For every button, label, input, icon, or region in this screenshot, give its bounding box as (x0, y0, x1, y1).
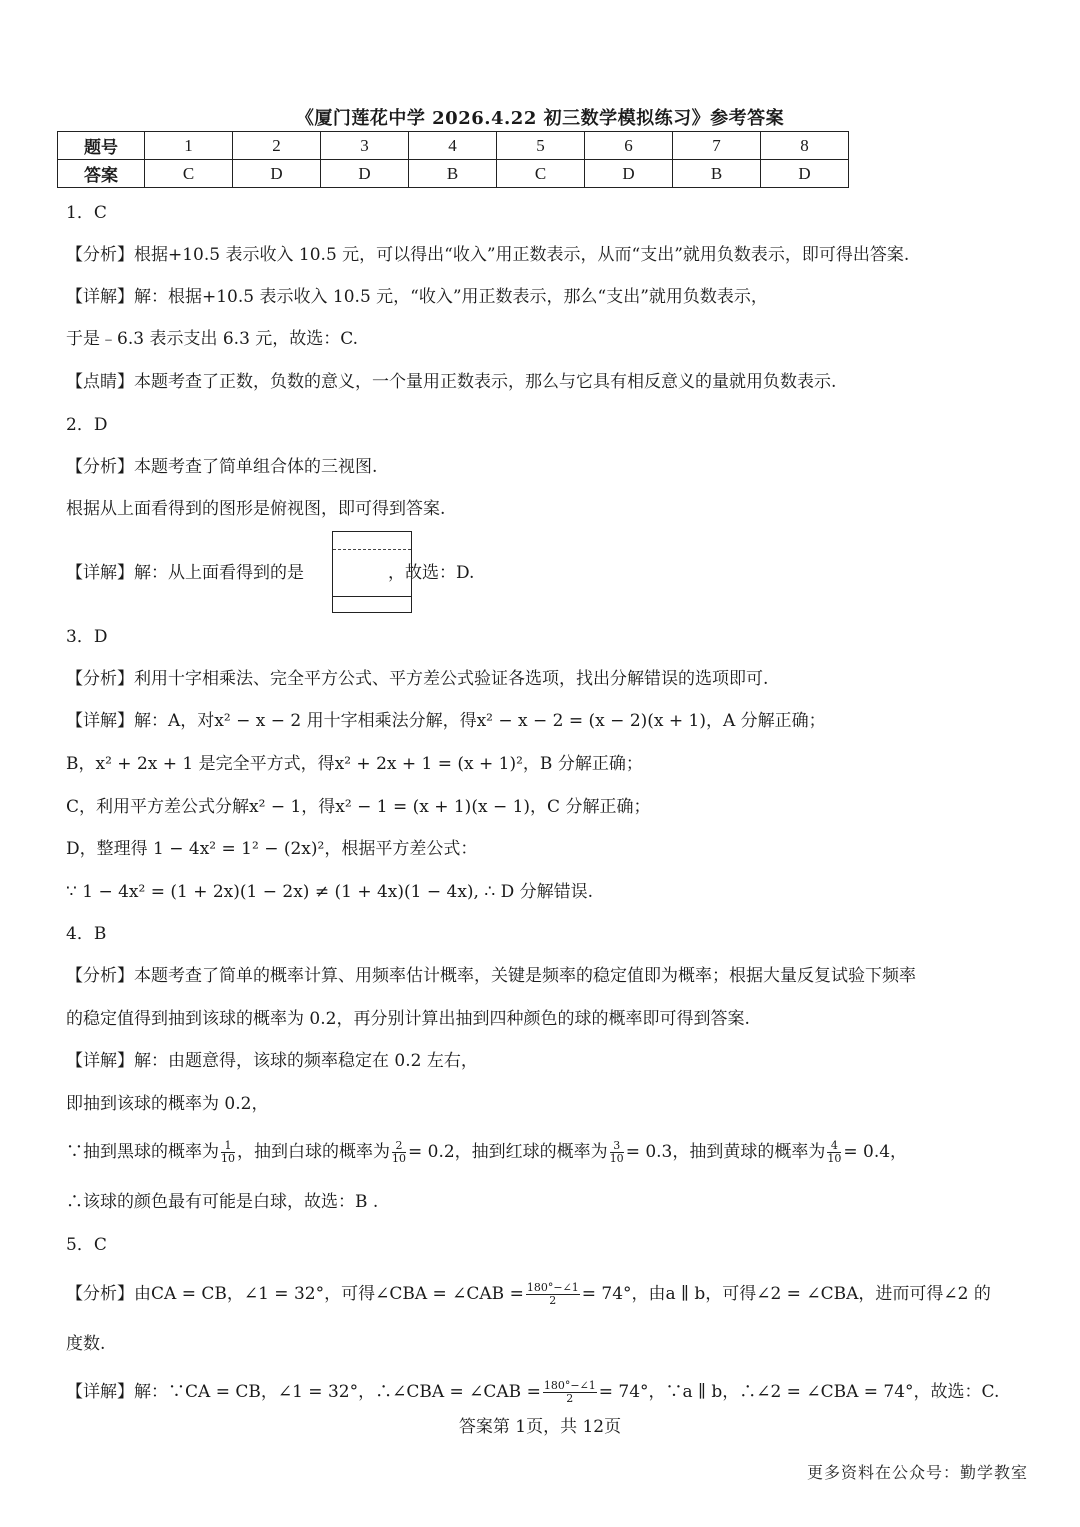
q2-detail (66, 561, 474, 585)
fraction (221, 1140, 235, 1165)
table-cell: D (321, 160, 409, 188)
fraction-denominator: 10 (221, 1152, 235, 1165)
q5-analysis (66, 1282, 991, 1307)
table-row (58, 132, 849, 160)
fraction-numerator: 1 (221, 1140, 235, 1153)
q3-detail-b: B，x² + 2x + 1 是完全平方式，得x² + 2x + 1 = (x + 1)²，B 分解正确； (66, 754, 643, 774)
table-cell: 2 (233, 132, 321, 160)
fraction-denominator: 10 (609, 1152, 624, 1165)
fraction (827, 1140, 841, 1165)
table-header-cell: 题号 (58, 132, 145, 160)
table-cell: D (585, 160, 673, 188)
fraction-denominator: 2 (566, 1392, 574, 1405)
q4-conclusion: ∴该球的颜色最有可能是白球，故选：B . (66, 1192, 379, 1212)
fraction-numerator: 4 (827, 1140, 841, 1153)
table-cell: C (497, 160, 585, 188)
table-cell: 5 (497, 132, 585, 160)
q4-analysis-cont: 的稳定值得到抽到该球的概率为 0.2，再分别计算出抽到四种颜色的球的概率即可得到答案. (66, 1009, 750, 1029)
q2-detail-answer: ，故选：D. (388, 563, 475, 583)
q5-heading: 5．C (66, 1235, 107, 1255)
q4-prob-white-label: ，抽到白球的概率为 (237, 1142, 390, 1162)
q4-prob-red-label: = 0.2，抽到红球的概率为 (408, 1142, 608, 1162)
q4-prob-yellow-label: = 0.3，抽到黄球的概率为 (625, 1142, 826, 1162)
fraction (392, 1140, 406, 1165)
table-cell: B (409, 160, 497, 188)
q5-analysis-cont: 度数. (66, 1334, 106, 1354)
q4-analysis: 【分析】本题考查了简单的概率计算、用频率估计概率，关键是频率的稳定值即为概率；根据大量反复试验下频率 (66, 966, 916, 986)
q1-heading: 1．C (66, 203, 107, 223)
table-cell: 7 (673, 132, 761, 160)
table-cell: 4 (409, 132, 497, 160)
promo-text: 更多资料在公众号：勤学教室 (806, 1463, 1028, 1482)
fraction-numerator: 180°−∠1 (526, 1281, 579, 1294)
fraction-numerator: 180°−∠1 (543, 1379, 596, 1392)
table-cell: C (145, 160, 233, 188)
fraction (526, 1282, 580, 1307)
q3-analysis: 【分析】利用十字相乘法、完全平方公式、平方差公式验证各选项，找出分解错误的选项即可. (66, 669, 769, 689)
q4-prob-black-label: ∵抽到黑球的概率为 (66, 1142, 219, 1162)
q5-analysis-text: 【分析】由CA = CB，∠1 = 32°，可得∠CBA = ∠CAB = (66, 1284, 524, 1304)
q4-probabilities (66, 1140, 907, 1165)
fraction-numerator: 2 (392, 1140, 406, 1153)
visible-edge-line (333, 596, 411, 597)
q1-analysis: 【分析】根据+10.5 表示收入 10.5 元，可以得出“收入”用正数表示，从而“支出”就用负数表示，即可得出答案. (66, 245, 910, 265)
page-footer: 答案第 1页，共 12页 (458, 1417, 622, 1437)
q5-analysis-text-cont: = 74°，由a ∥ b，可得∠2 = ∠CBA，进而可得∠2 的 (581, 1284, 991, 1304)
hidden-edge-line (333, 549, 411, 550)
table-cell: 3 (321, 132, 409, 160)
table-cell: 6 (585, 132, 673, 160)
table-row (58, 160, 849, 188)
answer-table (57, 131, 849, 188)
q3-detail-c: C，利用平方差公式分解x² − 1，得x² − 1 = (x + 1)(x − 1)，C 分解正确； (66, 797, 651, 817)
q1-detail-cont: 于是﹣6.3 表示支出 6.3 元，故选：C. (66, 329, 359, 349)
top-view-figure (332, 531, 412, 613)
q4-prob-end: = 0.4， (843, 1142, 908, 1162)
fraction-numerator: 3 (610, 1140, 624, 1153)
fraction-denominator: 10 (392, 1152, 406, 1165)
table-cell: 1 (145, 132, 233, 160)
page-title: 《厦门莲花中学 2026.4.22 初三数学模拟练习》参考答案 (295, 108, 785, 129)
q4-detail-cont: 即抽到该球的概率为 0.2， (66, 1094, 269, 1114)
q1-detail: 【详解】解：根据+10.5 表示收入 10.5 元，“收入”用正数表示，那么“支出”就用负数表示， (66, 287, 768, 307)
table-cell: B (673, 160, 761, 188)
q2-heading: 2．D (66, 415, 108, 435)
q5-detail-text-cont: = 74°，∵a ∥ b，∴∠2 = ∠CBA = 74°，故选：C. (598, 1382, 1000, 1402)
q3-detail-d: D，整理得 1 − 4x² = 1² − (2x)²，根据平方差公式： (66, 839, 478, 859)
q1-comment: 【点睛】本题考查了正数，负数的意义，一个量用正数表示，那么与它具有相反意义的量就用负数表示. (66, 372, 837, 392)
fraction (543, 1380, 597, 1405)
table-cell: D (761, 160, 849, 188)
q4-detail: 【详解】解：由题意得，该球的频率稳定在 0.2 左右， (66, 1051, 478, 1071)
fraction-denominator: 10 (827, 1152, 842, 1165)
q5-detail-text: 【详解】解：∵CA = CB，∠1 = 32°，∴∠CBA = ∠CAB = (66, 1382, 541, 1402)
q5-detail (66, 1380, 999, 1405)
q2-analysis: 【分析】本题考查了简单组合体的三视图. (66, 457, 378, 477)
table-header-cell: 答案 (58, 160, 145, 188)
q2-detail-text: 【详解】解：从上面看得到的是 (66, 563, 304, 583)
fraction (610, 1140, 624, 1165)
q3-heading: 3．D (66, 627, 108, 647)
q2-analysis-cont: 根据从上面看得到的图形是俯视图，即可得到答案. (66, 499, 446, 519)
q3-conclusion: ∵ 1 − 4x² = (1 + 2x)(1 − 2x) ≠ (1 + 4x)(1 − 4x), ∴ D 分解错误. (66, 882, 594, 902)
table-cell: 8 (761, 132, 849, 160)
table-cell: D (233, 160, 321, 188)
q4-heading: 4．B (66, 924, 107, 944)
fraction-denominator: 2 (549, 1294, 557, 1307)
q3-detail-a: 【详解】解：A，对x² − x − 2 用十字相乘法分解，得x² − x − 2 = (x − 2)(x + 1)，A 分解正确； (66, 711, 826, 731)
